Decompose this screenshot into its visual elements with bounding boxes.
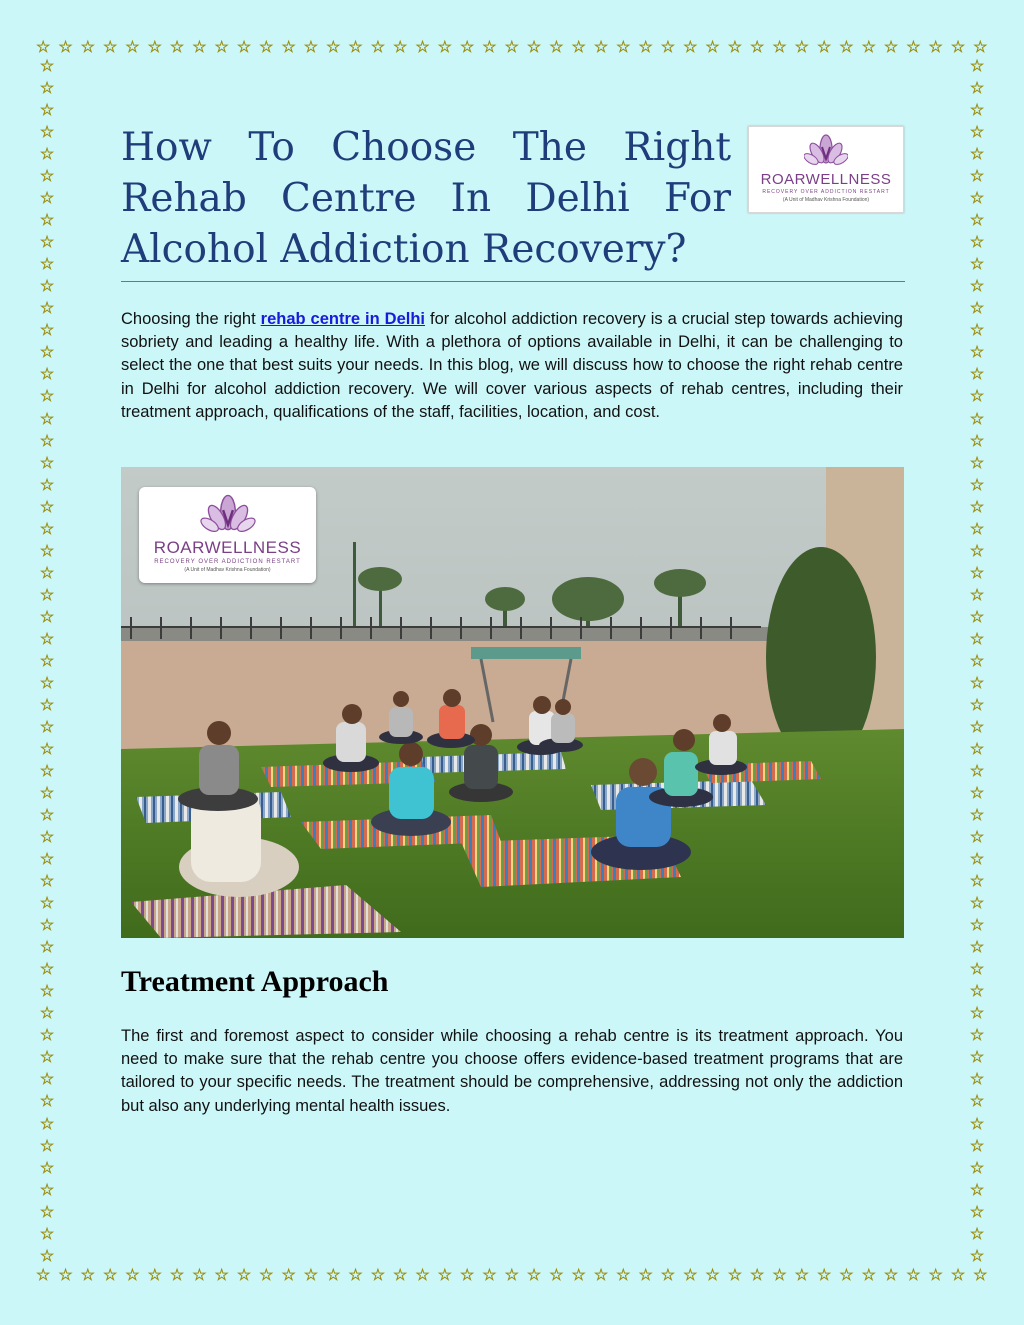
- star-icon: ☆: [39, 783, 55, 803]
- star-icon: ☆: [969, 144, 985, 164]
- title-line-1: How To Choose The Right: [121, 125, 731, 170]
- star-icon: ☆: [102, 37, 118, 56]
- star-icon: ☆: [969, 166, 985, 186]
- star-icon: ☆: [593, 1265, 609, 1284]
- star-icon: ☆: [969, 672, 985, 692]
- star-icon: ☆: [39, 254, 55, 274]
- title-line-2: Rehab Centre In Delhi For: [121, 176, 731, 221]
- star-icon: ☆: [969, 496, 985, 516]
- title-line-3: Alcohol Addiction Recovery?: [121, 227, 687, 272]
- star-icon: ☆: [39, 1047, 55, 1067]
- star-icon: ☆: [571, 37, 586, 56]
- star-icon: ☆: [660, 1265, 676, 1284]
- star-icon: ☆: [969, 342, 985, 362]
- star-icon: ☆: [839, 37, 854, 56]
- star-icon: ☆: [39, 430, 55, 450]
- star-icon: ☆: [39, 805, 55, 825]
- star-icon: ☆: [39, 232, 55, 252]
- star-icon: ☆: [125, 1265, 140, 1284]
- star-icon: ☆: [39, 1223, 55, 1243]
- logo-subtagline: (A Unit of Madhav Krishna Foundation): [782, 197, 870, 203]
- star-icon: ☆: [192, 37, 207, 56]
- page-title: [121, 122, 731, 275]
- star-icon: ☆: [39, 1113, 55, 1133]
- star-icon: ☆: [969, 1245, 985, 1265]
- star-icon: ☆: [482, 37, 497, 56]
- star-icon: ☆: [39, 518, 55, 538]
- star-icon: ☆: [969, 518, 985, 538]
- star-icon: ☆: [415, 1265, 430, 1284]
- star-icon: ☆: [236, 37, 252, 56]
- star-icon: ☆: [169, 1265, 185, 1284]
- star-icon: ☆: [39, 1025, 55, 1045]
- star-icon: ☆: [616, 1265, 631, 1284]
- star-icon: ☆: [969, 606, 985, 626]
- star-icon: ☆: [39, 1179, 55, 1199]
- star-icon: ☆: [969, 783, 985, 803]
- star-icon: ☆: [969, 188, 985, 208]
- star-icon: ☆: [638, 1265, 653, 1284]
- star-icon: ☆: [39, 78, 55, 98]
- star-icon: ☆: [39, 1135, 55, 1155]
- star-icon: ☆: [58, 1265, 73, 1284]
- star-icon: ☆: [39, 166, 55, 186]
- star-icon: ☆: [39, 915, 55, 935]
- star-icon: ☆: [969, 1179, 985, 1199]
- star-icon: ☆: [571, 1265, 586, 1284]
- star-icon: ☆: [39, 144, 55, 164]
- star-icon: ☆: [969, 1223, 985, 1243]
- star-icon: ☆: [816, 1265, 832, 1284]
- intro-text-start: Choosing the right: [121, 310, 261, 328]
- star-icon: ☆: [969, 738, 985, 758]
- star-icon: ☆: [39, 606, 55, 626]
- section-heading: Treatment Approach: [121, 965, 389, 998]
- star-icon: ☆: [281, 1265, 296, 1284]
- star-icon: ☆: [883, 37, 899, 56]
- star-icon: ☆: [39, 761, 55, 780]
- logo-tagline: RECOVERY OVER ADDICTION RESTART: [762, 189, 890, 195]
- star-icon: ☆: [969, 694, 985, 714]
- star-icon: ☆: [39, 937, 55, 957]
- star-icon: ☆: [549, 37, 564, 56]
- star-icon: ☆: [236, 1265, 252, 1284]
- star-icon: ☆: [39, 1201, 55, 1221]
- star-icon: ☆: [58, 37, 73, 56]
- star-icon: ☆: [147, 37, 162, 56]
- star-icon: ☆: [969, 386, 985, 406]
- star-icon: ☆: [526, 1265, 542, 1284]
- star-icon: ☆: [969, 1069, 985, 1089]
- star-icon: ☆: [259, 37, 274, 56]
- star-icon: ☆: [969, 78, 985, 98]
- star-icon: ☆: [969, 937, 985, 957]
- star-icon: ☆: [969, 122, 985, 142]
- star-icon: ☆: [750, 37, 765, 56]
- star-icon: ☆: [969, 584, 985, 604]
- star-icon: ☆: [39, 540, 55, 560]
- star-border-bottom: [36, 1264, 988, 1286]
- star-icon: ☆: [969, 232, 985, 252]
- star-border-top: [36, 36, 988, 58]
- lotus-icon: [804, 133, 848, 169]
- star-icon: ☆: [969, 254, 985, 274]
- star-icon: ☆: [39, 981, 55, 1001]
- star-icon: ☆: [39, 1157, 55, 1177]
- star-icon: ☆: [504, 1265, 519, 1284]
- star-icon: ☆: [437, 1265, 452, 1284]
- star-icon: ☆: [39, 408, 55, 428]
- star-icon: ☆: [459, 1265, 475, 1284]
- photo-logo-tagline: RECOVERY OVER ADDICTION RESTART: [154, 559, 301, 565]
- star-border-right: [966, 58, 988, 1264]
- star-icon: ☆: [39, 1245, 55, 1265]
- star-icon: ☆: [39, 276, 55, 296]
- star-icon: ☆: [969, 1135, 985, 1155]
- star-icon: ☆: [750, 1265, 765, 1284]
- title-divider: [121, 281, 905, 282]
- star-icon: ☆: [969, 408, 985, 428]
- star-icon: ☆: [39, 100, 55, 120]
- star-icon: ☆: [39, 1003, 55, 1023]
- star-icon: ☆: [969, 761, 985, 780]
- star-icon: ☆: [39, 210, 55, 230]
- star-icon: ☆: [794, 1265, 809, 1284]
- star-icon: ☆: [950, 1265, 966, 1284]
- star-icon: ☆: [969, 452, 985, 472]
- star-icon: ☆: [39, 562, 55, 582]
- star-icon: ☆: [969, 827, 985, 847]
- star-icon: ☆: [39, 694, 55, 714]
- star-icon: ☆: [839, 1265, 854, 1284]
- star-icon: ☆: [928, 37, 943, 56]
- star-icon: ☆: [683, 1265, 698, 1284]
- star-icon: ☆: [39, 738, 55, 758]
- star-icon: ☆: [39, 320, 55, 340]
- star-icon: ☆: [969, 100, 985, 120]
- star-icon: ☆: [616, 37, 631, 56]
- star-icon: ☆: [969, 1047, 985, 1067]
- lotus-icon: [200, 493, 256, 537]
- star-icon: ☆: [303, 37, 319, 56]
- star-icon: ☆: [39, 1069, 55, 1089]
- star-icon: ☆: [969, 1003, 985, 1023]
- star-icon: ☆: [39, 650, 55, 670]
- photo-logo-overlay: [139, 487, 316, 583]
- star-icon: ☆: [370, 1265, 386, 1284]
- yoga-session-photo: [121, 467, 904, 938]
- star-icon: ☆: [549, 1265, 564, 1284]
- star-icon: ☆: [102, 1265, 118, 1284]
- star-icon: ☆: [482, 1265, 497, 1284]
- star-icon: ☆: [326, 1265, 341, 1284]
- star-icon: ☆: [772, 1265, 787, 1284]
- star-icon: ☆: [969, 276, 985, 296]
- star-icon: ☆: [969, 805, 985, 825]
- star-icon: ☆: [973, 37, 988, 56]
- intro-text-rest: for alcohol addiction recovery is a crucial step towards achieving sobriety and leading a healthy life. With a plethora of options available in Delhi, it can be challenging to select the one that best suits your needs. In this blog, we will discuss how to choose the right rehab centre in Delhi for alcohol addiction recovery. We will cover various aspects of rehab centres, including their treatment approach, qualifications of the staff, facilities, location, and cost.: [121, 310, 903, 421]
- star-icon: ☆: [147, 1265, 162, 1284]
- star-icon: ☆: [593, 37, 609, 56]
- star-icon: ☆: [969, 628, 985, 648]
- star-icon: ☆: [39, 386, 55, 406]
- star-icon: ☆: [950, 37, 966, 56]
- star-border-left: [36, 58, 58, 1264]
- star-icon: ☆: [969, 716, 985, 736]
- star-icon: ☆: [969, 474, 985, 494]
- star-icon: ☆: [727, 1265, 743, 1284]
- section-paragraph: The first and foremost aspect to consider while choosing a rehab centre is its treatment approach. You need to make sure that the rehab centre you choose offers evidence-based treatment programs that are tailored to your specific needs. The treatment should be comprehensive, addressing not only the addiction but also any underlying mental health issues.: [121, 1027, 903, 1115]
- star-icon: ☆: [638, 37, 653, 56]
- star-icon: ☆: [969, 959, 985, 979]
- star-icon: ☆: [370, 37, 386, 56]
- star-icon: ☆: [80, 37, 95, 56]
- star-icon: ☆: [39, 496, 55, 516]
- star-icon: ☆: [259, 1265, 274, 1284]
- star-icon: ☆: [906, 1265, 921, 1284]
- star-icon: ☆: [36, 37, 51, 56]
- logo-brand-name: ROARWELLNESS: [760, 171, 892, 188]
- star-icon: ☆: [772, 37, 787, 56]
- star-icon: ☆: [969, 871, 985, 891]
- star-icon: ☆: [526, 37, 542, 56]
- star-icon: ☆: [326, 37, 341, 56]
- star-icon: ☆: [39, 474, 55, 494]
- star-icon: ☆: [969, 915, 985, 935]
- star-icon: ☆: [906, 37, 921, 56]
- star-icon: ☆: [861, 1265, 876, 1284]
- star-icon: ☆: [969, 981, 985, 1001]
- star-icon: ☆: [969, 1025, 985, 1045]
- star-icon: ☆: [459, 37, 475, 56]
- star-icon: ☆: [928, 1265, 943, 1284]
- star-icon: ☆: [393, 1265, 408, 1284]
- star-icon: ☆: [39, 827, 55, 847]
- star-icon: ☆: [39, 342, 55, 362]
- star-icon: ☆: [39, 56, 55, 75]
- star-icon: ☆: [39, 452, 55, 472]
- star-icon: ☆: [39, 716, 55, 736]
- star-icon: ☆: [794, 37, 809, 56]
- photo-logo-subtagline: (A Unit of Madhav Krishna Foundation): [184, 567, 271, 573]
- header-logo: [748, 126, 904, 213]
- star-icon: ☆: [969, 320, 985, 340]
- star-icon: ☆: [39, 849, 55, 869]
- star-icon: ☆: [39, 364, 55, 384]
- star-icon: ☆: [39, 188, 55, 208]
- star-icon: ☆: [683, 37, 698, 56]
- star-icon: ☆: [969, 364, 985, 384]
- star-icon: ☆: [969, 562, 985, 582]
- star-icon: ☆: [969, 298, 985, 318]
- star-icon: ☆: [169, 37, 185, 56]
- star-icon: ☆: [39, 871, 55, 891]
- star-icon: ☆: [39, 1091, 55, 1111]
- star-icon: ☆: [39, 672, 55, 692]
- star-icon: ☆: [348, 37, 363, 56]
- star-icon: ☆: [437, 37, 452, 56]
- star-icon: ☆: [39, 959, 55, 979]
- star-icon: ☆: [816, 37, 832, 56]
- star-icon: ☆: [969, 1201, 985, 1221]
- star-icon: ☆: [504, 37, 519, 56]
- star-icon: ☆: [393, 37, 408, 56]
- star-icon: ☆: [39, 893, 55, 913]
- star-icon: ☆: [660, 37, 676, 56]
- star-icon: ☆: [705, 37, 720, 56]
- star-icon: ☆: [969, 650, 985, 670]
- star-icon: ☆: [303, 1265, 319, 1284]
- photo-logo-brand-name: ROARWELLNESS: [153, 538, 302, 557]
- star-icon: ☆: [969, 1113, 985, 1133]
- star-icon: ☆: [969, 893, 985, 913]
- star-icon: ☆: [727, 37, 743, 56]
- star-icon: ☆: [214, 37, 229, 56]
- star-icon: ☆: [39, 584, 55, 604]
- star-icon: ☆: [192, 1265, 207, 1284]
- intro-paragraph: [121, 308, 903, 424]
- star-icon: ☆: [39, 628, 55, 648]
- star-icon: ☆: [415, 37, 430, 56]
- star-icon: ☆: [969, 210, 985, 230]
- rehab-centre-link[interactable]: rehab centre in Delhi: [260, 310, 426, 328]
- star-icon: ☆: [281, 37, 296, 56]
- star-icon: ☆: [348, 1265, 363, 1284]
- star-icon: ☆: [969, 540, 985, 560]
- star-icon: ☆: [36, 1265, 51, 1284]
- star-icon: ☆: [80, 1265, 95, 1284]
- star-icon: ☆: [39, 298, 55, 318]
- star-icon: ☆: [973, 1265, 988, 1284]
- star-icon: ☆: [969, 1157, 985, 1177]
- star-icon: ☆: [969, 56, 985, 75]
- star-icon: ☆: [861, 37, 876, 56]
- star-icon: ☆: [969, 1091, 985, 1111]
- star-icon: ☆: [883, 1265, 899, 1284]
- star-icon: ☆: [969, 849, 985, 869]
- star-icon: ☆: [214, 1265, 229, 1284]
- star-icon: ☆: [125, 37, 140, 56]
- star-icon: ☆: [705, 1265, 720, 1284]
- star-icon: ☆: [39, 122, 55, 142]
- star-icon: ☆: [969, 430, 985, 450]
